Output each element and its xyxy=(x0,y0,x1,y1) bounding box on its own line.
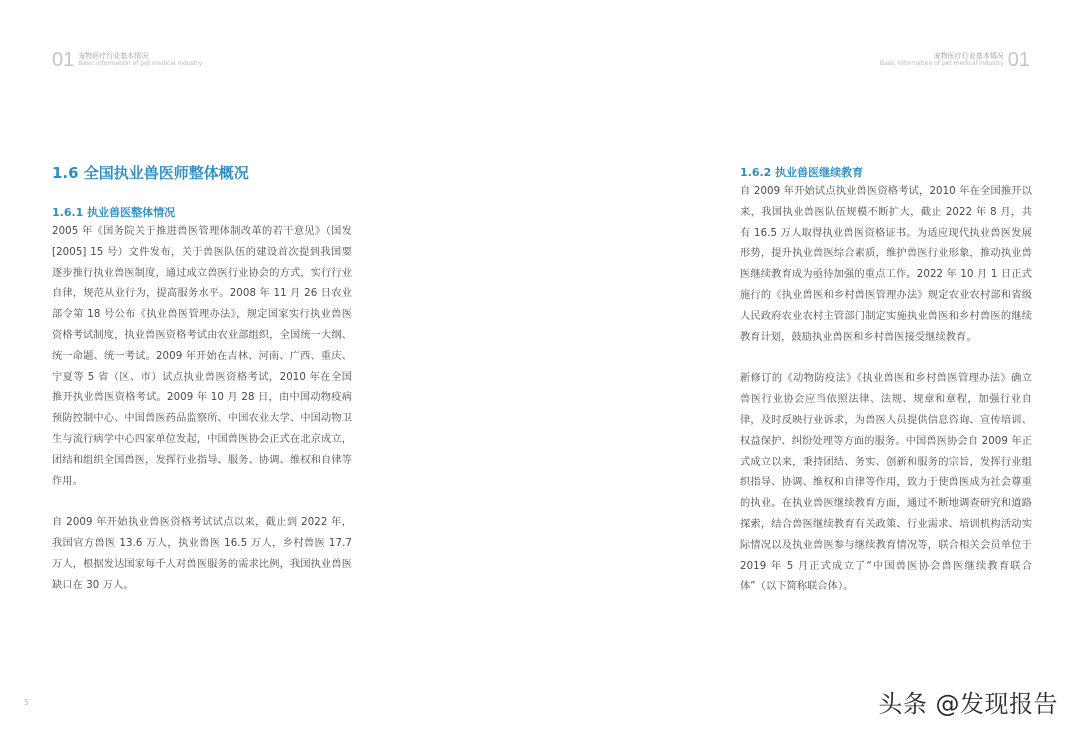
paragraph: 自 2009 年开始试点执业兽医资格考试，2010 年在全国推开以来，我国执业兽医队伍规模不断扩大，截止 2022 年 8 月，共有 16.5 万人取得执业兽医资格证书。为适应现代执业兽医发展形势，提升执业兽医综合素质，维护兽医行业形象，推动执业兽医继续教育成为亟待加强的重点工作。2022 年 10 月 1 日正式施行的《执业兽医和乡村兽医管理办法》规定农业农村部和省级人民政府农业农村主管部门制定实施执业兽医和乡村兽医的继续教育计划，鼓励执业兽医和乡村兽医接受继续教育。 xyxy=(740,186,1032,343)
paragraph: 新修订的《动物防疫法》《执业兽医和乡村兽医管理办法》确立兽医行业协会应当依照法律、法规、规章和章程，加强行业自律，及时反映行业诉求，为兽医人员提供信息咨询、宣传培训、权益保护、纠纷处理等方面的服务。中国兽医协会自 2009 年正式成立以来，秉持团结、务实、创新和服务的宗旨，发挥行业组织指导、协调、维权和自律等作用，致力于使兽医成为社会尊重的执业。在执业兽医继续教育方面，通过不断地调查研究和道路探索，结合兽医继续教育有关政策、行业需求、培训机构活动实际情况以及执业兽医参与继续教育情况等，联合相关会员单位于 2019 年 5 月正式成立了“中国兽医协会兽医继续教育联合体”（以下简称联合体）。 xyxy=(740,373,1032,593)
header-text xyxy=(78,52,202,68)
paragraph: 自 2009 年开始执业兽医资格考试试点以来，截止到 2022 年，我国官方兽医 13.6 万人，执业兽医 16.5 万人，乡村兽医 17.7 万人，根据发达国家每千人对兽医服务的需求比例，我国执业兽医缺口在 30 万人。 xyxy=(52,517,352,591)
chapter-number: 01 xyxy=(1007,49,1030,71)
subsection-title: 1.6.2 执业兽医继续教育 xyxy=(740,166,864,179)
paragraph: 2005 年《国务院关于推进兽医管理体制改革的若干意见》（国发 [2005] 15 号）文件发布，关于兽医队伍的建设首次提到我国要逐步推行执业兽医制度，通过成立兽医行业协会的方式，实行行业自律，规范从业行为，提高服务水平。2008 年 11 月 26 日农业部令第 18 号公布《执业兽医管理办法》，规定国家实行执业兽医资格考试制度，执业兽医资格考试由农业部组织，全国统一大纲、统一命题、统一考试。2009 年开始在吉林、河南、广西、重庆、宁夏等 5 省（区、市）试点执业兽医资格考试，2010 年在全国推开执业兽医资格考试。2009 年 10 月 28 日，由中国动物疫病预防控制中心、中国兽医药品监察所、中国农业大学、中国动物卫生与流行病学中心四家单位发起，中国兽医协会正式在北京成立，团结和组织全国兽医，发挥行业指导、服务、协调、维权和自律等作用。 xyxy=(52,226,352,487)
header-title-zh: 宠物医疗行业基本情况 xyxy=(933,52,1004,60)
page-number: 5 xyxy=(24,698,30,707)
header-title-en: Basic information of pet medical industry xyxy=(78,60,203,67)
left-column xyxy=(52,162,352,597)
subsection-title: 1.6.1 执业兽医整体情况 xyxy=(52,206,176,219)
section-title: 1.6 全国执业兽医师整体概况 xyxy=(52,164,249,182)
right-column xyxy=(740,164,1032,598)
header-right xyxy=(880,50,1030,70)
watermark: 头条 @发现报告 xyxy=(878,690,1058,718)
header-left xyxy=(52,50,202,70)
header-title-en: Basic information of pet medical industry xyxy=(879,60,1004,67)
header-text xyxy=(880,52,1004,68)
header-title-zh: 宠物医疗行业基本情况 xyxy=(78,52,149,60)
chapter-number: 01 xyxy=(52,49,75,71)
